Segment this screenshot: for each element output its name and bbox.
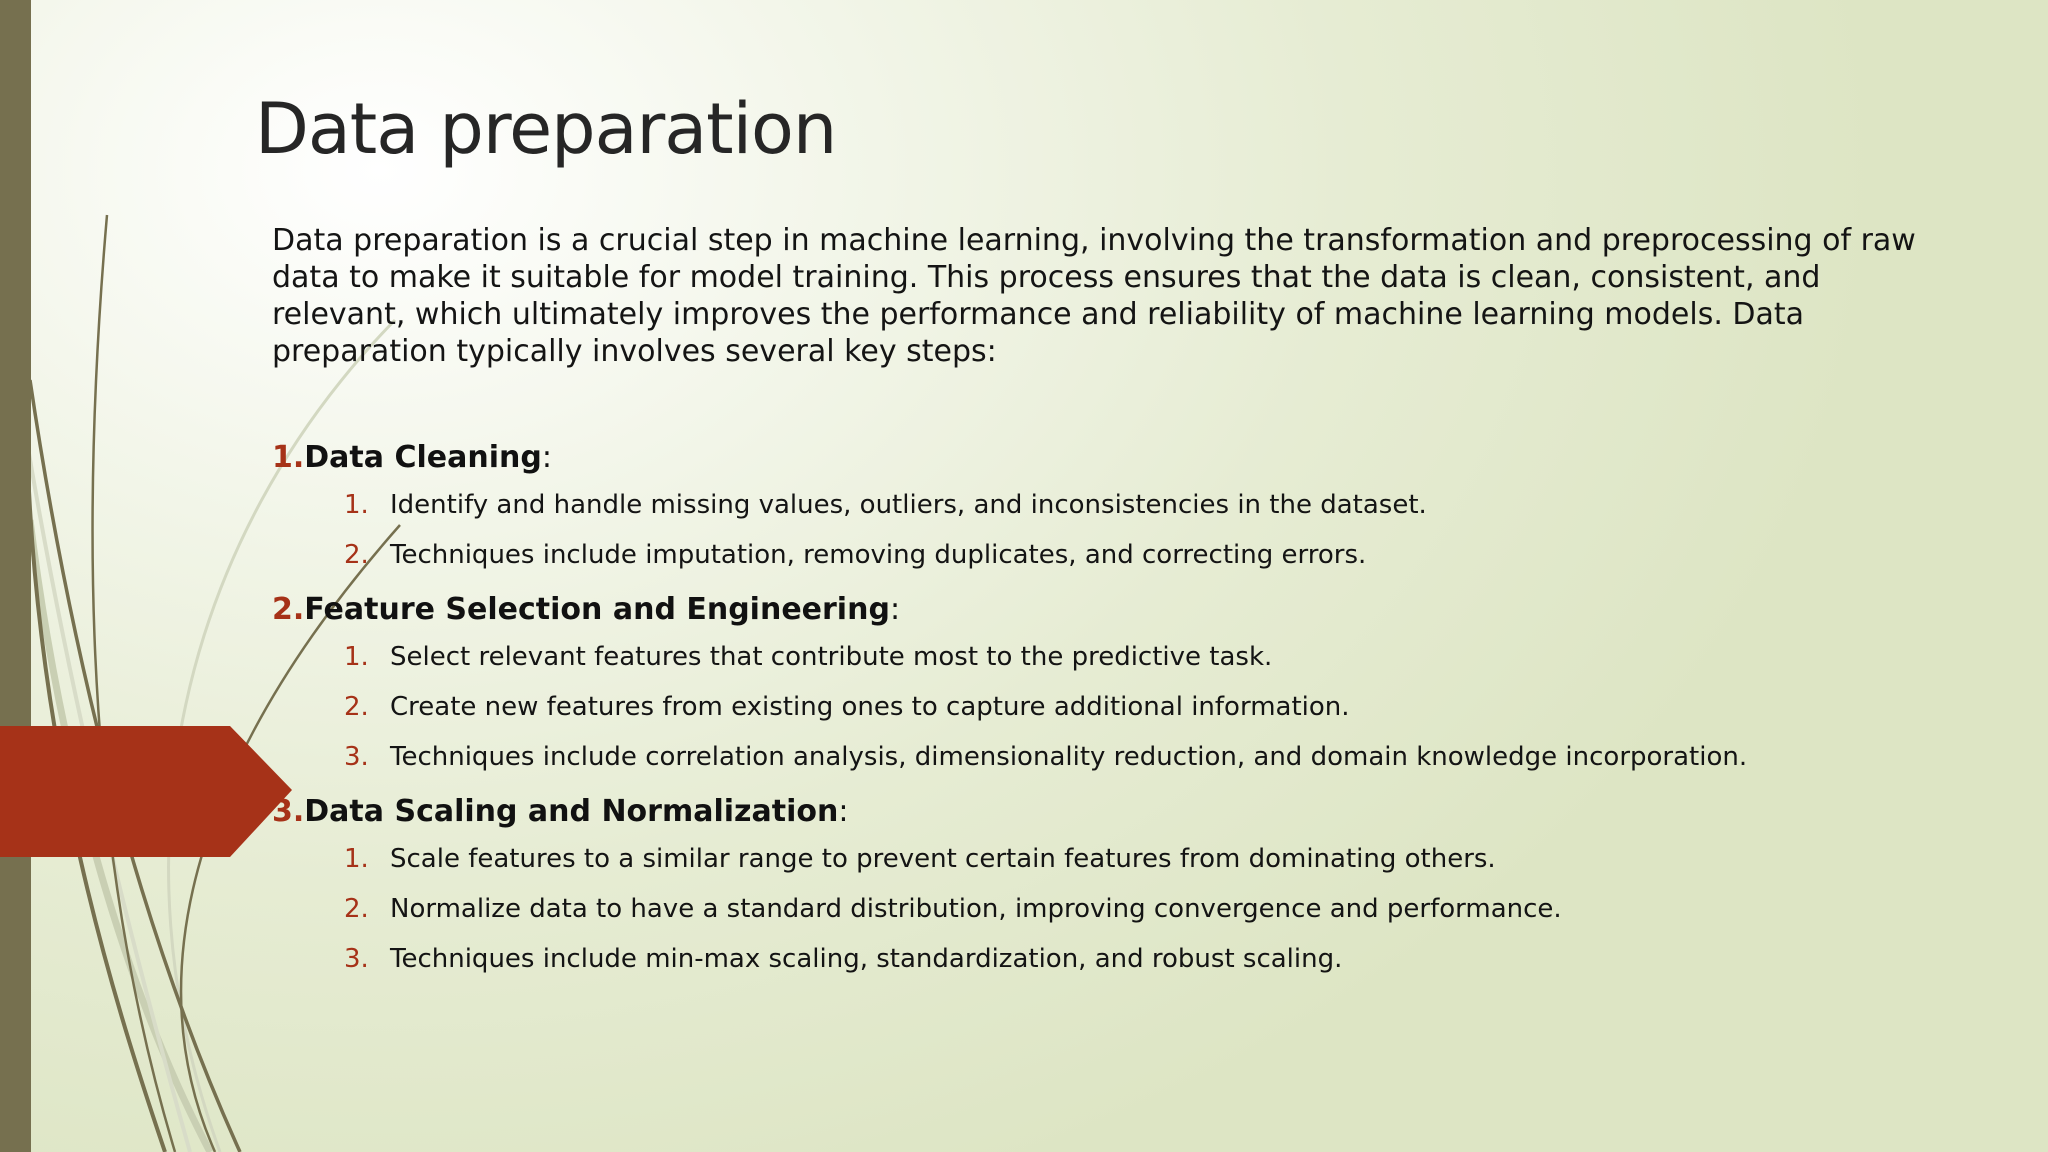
sub-number: 2. xyxy=(344,540,369,570)
sub-text: Create new features from existing ones to capture additional information. xyxy=(390,692,1350,722)
sub-text: Normalize data to have a standard distribution, improving convergence and performance. xyxy=(390,894,1562,924)
sub-item xyxy=(272,642,1972,692)
sub-number: 1. xyxy=(344,844,369,874)
step-colon: : xyxy=(541,440,552,475)
sub-item xyxy=(272,490,1972,540)
sidebar-bar xyxy=(0,0,31,1152)
sub-text: Techniques include imputation, removing duplicates, and correcting errors. xyxy=(390,540,1367,570)
sub-number: 2. xyxy=(344,692,369,722)
sub-number: 3. xyxy=(344,742,369,772)
sub-item xyxy=(272,692,1972,742)
sub-number: 2. xyxy=(344,894,369,924)
deco-curve-dark-1 xyxy=(92,215,175,1152)
sub-item xyxy=(272,944,1972,994)
sub-item xyxy=(272,742,1972,792)
slide-title: Data preparation xyxy=(255,88,837,170)
sub-text: Techniques include correlation analysis, dimensionality reduction, and domain knowledge incorporation. xyxy=(390,742,1748,772)
sub-number: 1. xyxy=(344,642,369,672)
step-number: 2. xyxy=(272,592,305,627)
step-colon: : xyxy=(889,592,901,627)
step-title: Data Cleaning xyxy=(304,440,542,475)
step-heading xyxy=(272,792,1972,832)
step-colon: : xyxy=(838,794,849,829)
steps-list xyxy=(272,438,1972,994)
accent-arrow xyxy=(0,726,292,857)
step-heading xyxy=(272,590,1972,630)
sub-text: Techniques include min-max scaling, standardization, and robust scaling. xyxy=(390,944,1343,974)
step-number: 3. xyxy=(272,794,305,829)
step-title: Feature Selection and Engineering xyxy=(304,592,890,627)
sub-number: 3. xyxy=(344,944,369,974)
sub-list xyxy=(272,642,1972,792)
step-title: Data Scaling and Normalization xyxy=(304,794,839,829)
sub-list xyxy=(272,844,1972,994)
sub-text: Scale features to a similar range to prevent certain features from dominating others. xyxy=(390,844,1496,874)
intro-paragraph: Data preparation is a crucial step in machine learning, involving the transformation and preprocessing of raw data to make it suitable for model training. This process ensures that the data is clean, consistent, and relevant, which ultimately improves the performance and reliability of machine learning models. Data preparation typically involves several key steps: xyxy=(272,223,1916,369)
step-item xyxy=(272,792,1972,994)
step-number: 1. xyxy=(272,440,305,475)
step-heading xyxy=(272,438,1972,478)
sub-item xyxy=(272,894,1972,944)
sub-text: Select relevant features that contribute most to the predictive task. xyxy=(390,642,1273,672)
sub-number: 1. xyxy=(344,490,369,520)
step-item xyxy=(272,590,1972,792)
step-item xyxy=(272,438,1972,590)
sub-list xyxy=(272,490,1972,590)
sub-item xyxy=(272,844,1972,894)
sub-text: Identify and handle missing values, outliers, and inconsistencies in the dataset. xyxy=(390,490,1427,520)
sub-item xyxy=(272,540,1972,590)
